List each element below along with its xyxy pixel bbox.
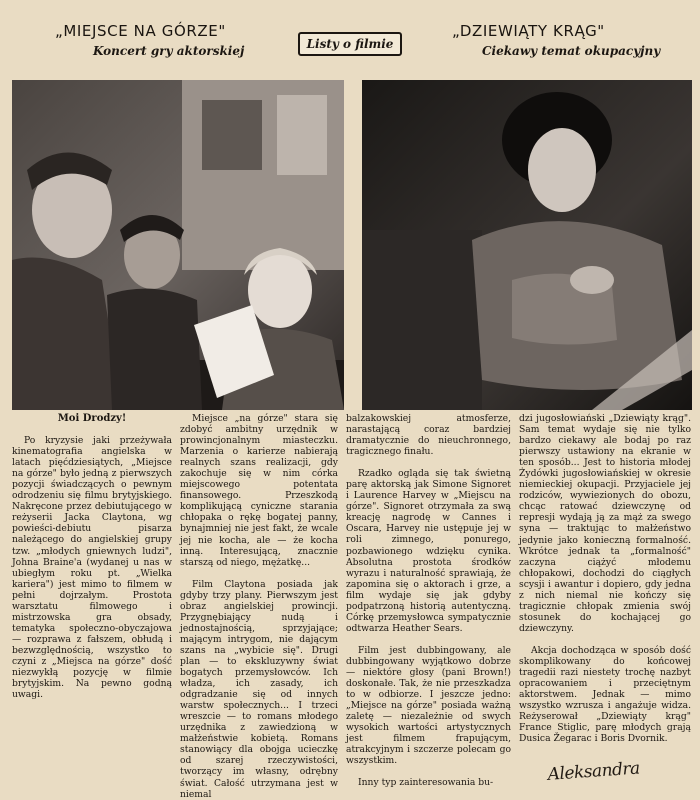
right-film-heading: [452, 22, 692, 58]
article-paragraph: Po kryzysie jaki przeżywała kinematografia angielska w latach pięćdziesiątych, „Miejsce na górze" było jedną z pierwszych pozycji świadczących o pewnym odrodzeniu się filmu brytyjskiego. Nakręcone przez debiutującego w reżyserii Jacka Claytona, wg powieści-debiutu pisarza należącego do angielskiej grupy tzw. „młodych gniewnych ludzi", Johna Braine'a (wydanej u nas w ubiegłym roku pt. „Wielka kariera") jest mimo to filmem w pełni dojrzałym. Prostota warsztatu filmowego i mistrzowska gra obsady, tematyka społeczno-obyczajowa — rozprawa z fałszem, obłudą i bezwzględnością, wszystko to czyni z „Miejsca na górze" dość niezwykłą pozycję w filmie brytyjskim. Na pewno godną uwagi.: [12, 435, 172, 701]
article-paragraph: Akcja dochodząca w sposób dość skomplikowany do końcowej tragedii razi niestety trochę nazbyt opracowaniem i przeciętnym aktorstwem. Jednak — mimo wszystko wzrusza i angażuje widza. Reżyserował „Dziewiąty krąg" France Stiglic, parę młodych grają Dusica Žegarac i Boris Dvornik.: [519, 644, 691, 745]
article-greeting: Moi Drodzy!: [57, 413, 127, 424]
left-film-title: „MIEJSCE NA GÓRZE": [55, 22, 226, 40]
left-film-heading: [55, 22, 295, 58]
right-film-still: [362, 80, 692, 410]
article-paragraph: Rzadko ogląda się tak świetną parę aktorską jak Simone Signoret i Laurence Harvey w „Miejscu na górze". Signoret otrzymała za swą kreację nagrodę w Cannes i Oscara, Harvey nie ustępuje jej w roli zimnego, ponurego, pozbawionego wdzięku cynika. Absolutna prostota środków wyrazu i naturalność sprawiają, że zapomina się o aktorach i grze, a film wydaje się jak gdyby podpatrzoną historią autentyczną. Córkę przemysłowca sympatycznie odtwarza Heather Sears.: [346, 468, 511, 634]
column-badge: Listy o filmie: [298, 32, 402, 56]
article-column-2: [180, 413, 338, 800]
article-paragraph: Film jest dubbingowany, ale dubbingowany wyjątkowo dobrze — niektóre głosy (pani Brown!) doskonałe. Tak, że nie przeszkadza to w odbiorze. I jeszcze jedno: „Miejsce na górze" posiada ważną zaletę — niezależnie od swych wysokich wartości artystycznych jest filmem frapującym, atrakcyjnym i szczerze polecam go wszystkim.: [346, 644, 511, 767]
article-column-3: [346, 413, 511, 791]
article-column-4: [519, 413, 691, 791]
left-film-subtitle: Koncert gry aktorskiej: [93, 44, 245, 58]
page-header: [0, 0, 700, 80]
article-column-1: [12, 413, 172, 791]
article-paragraph: balzakowskiej atmosferze, narastającą coraz bardziej dramatycznie do nieuchronnego, tragicznego finału.: [346, 413, 511, 458]
right-film-subtitle: Ciekawy temat okupacyjny: [482, 44, 661, 58]
article-paragraph: Film Claytona posiada jak gdyby trzy plany. Pierwszym jest obraz angielskiej prowincji. Przygnębiający nudą i jednostajnością, sprzyjające; mającym intrygom, nie dającym szans na „wybicie się". Drugi plan — to ekskluzywny świat bogatych przemysłowców. Ich władza, ich zasady, ich odgradzanie się od innych warstw społecznych... I trzeci wreszcie — to romans młodego urzędnika z zawiedzioną w małżeństwie kobietą. Romans stanowiący dla obojga ucieczkę od szarej rzeczywistości, tworzący im własny, odrębny świat. Całość utrzymana jest w niemal: [180, 578, 338, 800]
article-paragraph: Inny typ zainteresowania bu-: [358, 777, 494, 789]
article-paragraph: dzi jugosłowiański „Dziewiąty krąg". Sam temat wydaje się nie tylko bardzo ciekawy ale bodaj po raz pierwszy ustawiony na ekranie w ten sposób... Jest to historia młodej Żydówki jugosłowiańskiej w okresie niemieckiej okupacji. Przyjaciele jej rodziców, wywiezionych do obozu, chcąc ratować dziewczynę od represji wydają ją za mąż za swego syna — traktując to małżeństwo jedynie jako konieczną formalność. Wkrótce jednak ta „formalność" zaczyna ciążyć młodemu chłopakowi, dochodzi do ciągłych scysji i awantur i dopiero, gdy jedna z nich niemal nie kończy się tragicznie chłopak zmienia swój stosunek do kochającej go dziewczyny.: [519, 413, 691, 634]
left-film-still: [12, 80, 344, 410]
article-paragraph: Miejsce „na górze" stara się zdobyć ambitny urzędnik w prowincjonalnym miasteczku. Marzenia o karierze nabierają realnych szans realizacji, gdy zakochuje się w nim córka miejscowego potentata finansowego. Przeszkodą komplikującą cyniczne starania chłopaka o rękę bogatej panny, bynajmniej nie jest fakt, że wcale jej nie kocha, ale — że kocha inną. Interesującą, znacznie starszą od niego, mężatkę...: [180, 413, 338, 568]
author-signature: Aleksandra: [547, 758, 641, 785]
right-film-title: „DZIEWIĄTY KRĄG": [452, 22, 605, 40]
